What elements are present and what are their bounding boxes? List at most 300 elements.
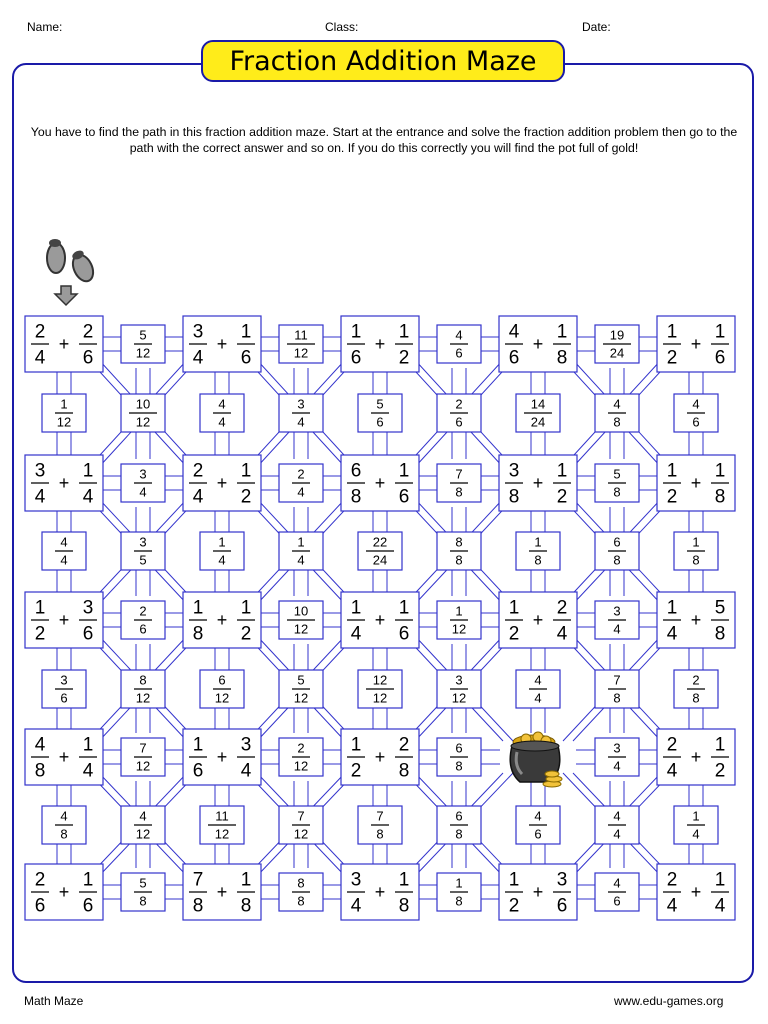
answer-cell [200,670,244,708]
addend-a-denominator: 4 [350,623,362,645]
addend-b-numerator: 1 [240,321,252,343]
answer-cell [200,394,244,432]
addend-a-numerator: 3 [192,321,204,343]
answer-denominator: 12 [293,758,309,774]
answer-denominator: 6 [534,826,542,842]
answer-numerator: 7 [455,466,463,482]
answer-cell [437,532,481,570]
addend-b-numerator: 3 [240,734,252,756]
answer-numerator: 11 [215,808,229,824]
problem-cell [657,316,735,372]
addend-a-numerator: 1 [192,597,204,619]
answer-numerator: 6 [218,672,226,688]
answer-numerator: 4 [60,534,68,550]
answer-numerator: 5 [376,396,384,412]
answer-numerator: 2 [692,672,700,688]
answer-numerator: 1 [692,808,700,824]
answer-denominator: 4 [218,414,226,430]
answer-cell [595,601,639,639]
answer-numerator: 5 [139,875,147,891]
addend-a-numerator: 1 [508,597,520,619]
answer-numerator: 7 [297,808,305,824]
addend-b-denominator: 6 [82,347,94,369]
addend-a-denominator: 4 [192,486,204,508]
answer-cell [674,532,718,570]
plus-sign: + [532,473,544,493]
answer-numerator: 4 [534,808,542,824]
addend-a-denominator: 6 [350,347,362,369]
answer-numerator: 10 [135,396,151,412]
answer-cell [121,532,165,570]
answer-denominator: 4 [297,414,305,430]
answer-denominator: 8 [455,826,463,842]
answer-cell [200,806,244,844]
answer-cell [358,670,402,708]
answer-numerator: 4 [60,808,68,824]
addend-a-denominator: 2 [508,895,520,917]
addend-a-numerator: 2 [666,869,678,891]
down-arrow-icon [55,286,77,305]
answer-numerator: 2 [297,466,305,482]
answer-denominator: 4 [692,826,700,842]
addend-b-denominator: 2 [714,760,726,782]
addend-a-numerator: 3 [350,869,362,891]
addend-b-numerator: 2 [556,597,568,619]
answer-numerator: 2 [297,740,305,756]
problem-cell [25,592,103,648]
answer-cell [437,601,481,639]
answer-numerator: 1 [455,603,463,619]
answer-denominator: 12 [451,690,467,706]
addend-b-numerator: 1 [398,460,410,482]
addend-a-numerator: 2 [192,460,204,482]
addend-a-denominator: 2 [34,623,46,645]
answer-denominator: 6 [60,690,68,706]
answer-numerator: 19 [609,327,625,343]
maze-cells [25,316,735,920]
addend-a-numerator: 1 [666,321,678,343]
answer-cell [42,394,86,432]
answer-cell [437,738,481,776]
addend-a-denominator: 8 [508,486,520,508]
addend-b-numerator: 1 [240,869,252,891]
addend-a-numerator: 1 [508,869,520,891]
problem-cell [657,864,735,920]
answer-denominator: 4 [60,552,68,568]
answer-numerator: 4 [613,808,621,824]
addend-a-denominator: 2 [666,347,678,369]
addend-b-denominator: 2 [398,347,410,369]
answer-numerator: 3 [139,534,147,550]
addend-b-numerator: 1 [82,869,94,891]
addend-b-numerator: 1 [556,460,568,482]
addend-a-numerator: 2 [34,869,46,891]
answer-numerator: 1 [455,875,463,891]
answer-cell [121,325,165,363]
addend-b-numerator: 1 [714,321,726,343]
answer-denominator: 8 [297,893,305,909]
answer-numerator: 1 [218,534,226,550]
instructions: You have to find the path in this fraction addition maze. Start at the entrance and solve the fraction addition problem then go to the path with the correct answer and so on. If you do this correctly you will find the pot full of gold! [30,125,738,155]
answer-numerator: 1 [534,534,542,550]
answer-numerator: 4 [218,396,226,412]
plus-sign: + [690,882,702,902]
answer-denominator: 6 [455,414,463,430]
addend-b-numerator: 2 [398,734,410,756]
addend-a-denominator: 4 [34,486,46,508]
answer-denominator: 8 [455,484,463,500]
addend-a-numerator: 1 [350,734,362,756]
addend-b-denominator: 6 [82,895,94,917]
addend-b-numerator: 1 [82,460,94,482]
answer-cell [516,670,560,708]
addend-b-denominator: 6 [82,623,94,645]
problem-cell [183,864,261,920]
answer-cell [437,325,481,363]
plus-sign: + [690,747,702,767]
addend-a-numerator: 4 [34,734,46,756]
date-label: Date: [582,20,611,34]
addend-a-numerator: 1 [34,597,46,619]
answer-cell [42,670,86,708]
answer-denominator: 24 [372,552,388,568]
addend-b-denominator: 6 [398,486,410,508]
answer-numerator: 5 [297,672,305,688]
answer-cell [279,464,323,502]
answer-cell [42,806,86,844]
answer-cell [437,464,481,502]
answer-numerator: 4 [455,327,463,343]
addend-a-denominator: 4 [34,347,46,369]
answer-denominator: 8 [455,552,463,568]
addend-a-denominator: 4 [666,623,678,645]
answer-denominator: 24 [530,414,546,430]
addend-b-denominator: 6 [714,347,726,369]
answer-cell [595,532,639,570]
answer-cell [121,601,165,639]
answer-cell [595,394,639,432]
addend-b-numerator: 1 [240,597,252,619]
page-title: Fraction Addition Maze [201,40,565,82]
problem-cell [499,864,577,920]
addend-a-numerator: 1 [192,734,204,756]
answer-cell [279,532,323,570]
addend-a-numerator: 3 [508,460,520,482]
answer-cell [42,532,86,570]
answer-cell [595,464,639,502]
answer-denominator: 12 [451,621,467,637]
plus-sign: + [374,747,386,767]
answer-denominator: 8 [692,690,700,706]
answer-numerator: 3 [455,672,463,688]
plus-sign: + [690,334,702,354]
addend-a-numerator: 6 [350,460,362,482]
footer-right: www.edu-games.org [614,994,724,1008]
addend-a-denominator: 4 [192,347,204,369]
answer-denominator: 8 [60,826,68,842]
plus-sign: + [216,473,228,493]
answer-denominator: 24 [609,345,625,361]
addend-b-numerator: 1 [714,869,726,891]
answer-denominator: 6 [613,893,621,909]
problem-cell [341,864,419,920]
answer-cell [121,738,165,776]
answer-cell [595,738,639,776]
answer-cell [279,806,323,844]
addend-b-numerator: 1 [556,321,568,343]
answer-cell [516,532,560,570]
answer-cell [279,670,323,708]
addend-a-denominator: 8 [350,486,362,508]
addend-b-denominator: 6 [556,895,568,917]
addend-a-denominator: 4 [350,895,362,917]
addend-a-numerator: 2 [34,321,46,343]
problem-cell [183,592,261,648]
answer-denominator: 12 [135,826,151,842]
addend-b-denominator: 2 [556,486,568,508]
answer-cell [121,464,165,502]
answer-denominator: 8 [613,484,621,500]
footer-left: Math Maze [24,994,84,1008]
plus-sign: + [374,473,386,493]
problem-cell [499,316,577,372]
addend-b-denominator: 4 [714,895,726,917]
answer-denominator: 8 [613,552,621,568]
answer-numerator: 10 [293,603,309,619]
plus-sign: + [58,747,70,767]
answer-cell [279,601,323,639]
answer-numerator: 22 [372,534,388,550]
answer-denominator: 12 [293,621,309,637]
addend-a-denominator: 4 [666,760,678,782]
pot-of-gold-icon [510,732,562,787]
addend-a-denominator: 6 [34,895,46,917]
addend-b-denominator: 8 [714,623,726,645]
answer-denominator: 12 [293,345,309,361]
answer-cell [121,670,165,708]
addend-a-numerator: 1 [350,321,362,343]
addend-a-denominator: 2 [666,486,678,508]
addend-a-denominator: 6 [192,760,204,782]
problem-cell [657,729,735,785]
answer-denominator: 4 [613,826,621,842]
answer-numerator: 8 [297,875,305,891]
addend-a-denominator: 4 [666,895,678,917]
addend-b-numerator: 1 [398,597,410,619]
answer-denominator: 8 [376,826,384,842]
answer-numerator: 4 [692,396,700,412]
problem-cell [499,592,577,648]
name-label: Name: [27,20,63,34]
answer-numerator: 3 [297,396,305,412]
addend-b-numerator: 5 [714,597,726,619]
problem-cell [657,455,735,511]
plus-sign: + [374,334,386,354]
addend-b-denominator: 4 [240,760,252,782]
addend-b-numerator: 3 [82,597,94,619]
answer-numerator: 2 [455,396,463,412]
answer-numerator: 3 [60,672,68,688]
addend-a-numerator: 1 [350,597,362,619]
plus-sign: + [690,610,702,630]
answer-denominator: 4 [613,621,621,637]
addend-b-numerator: 1 [714,460,726,482]
plus-sign: + [690,473,702,493]
answer-numerator: 5 [139,327,147,343]
answer-cell [437,873,481,911]
plus-sign: + [58,334,70,354]
answer-denominator: 12 [135,758,151,774]
addend-a-denominator: 8 [34,760,46,782]
addend-b-numerator: 1 [714,734,726,756]
problem-cell [25,864,103,920]
answer-cell [279,325,323,363]
plus-sign: + [216,747,228,767]
answer-numerator: 8 [139,672,147,688]
plus-sign: + [58,473,70,493]
answer-cell [516,806,560,844]
answer-denominator: 8 [455,758,463,774]
answer-numerator: 7 [613,672,621,688]
answer-denominator: 4 [297,552,305,568]
plus-sign: + [216,610,228,630]
addend-b-denominator: 4 [556,623,568,645]
addend-b-numerator: 3 [556,869,568,891]
plus-sign: + [532,610,544,630]
answer-cell [595,325,639,363]
problem-cell [341,592,419,648]
answer-cell [595,873,639,911]
answer-numerator: 6 [613,534,621,550]
answer-cell [279,394,323,432]
problem-cell [183,316,261,372]
answer-denominator: 8 [139,893,147,909]
plus-sign: + [216,882,228,902]
addend-a-numerator: 2 [666,734,678,756]
answer-denominator: 12 [372,690,388,706]
answer-cell [674,806,718,844]
problem-cell [341,316,419,372]
answer-numerator: 3 [613,603,621,619]
plus-sign: + [374,610,386,630]
answer-numerator: 12 [372,672,388,688]
answer-denominator: 8 [613,690,621,706]
answer-numerator: 11 [294,327,308,343]
answer-denominator: 12 [56,414,72,430]
answer-cell [437,670,481,708]
answer-cell [437,806,481,844]
plus-sign: + [216,334,228,354]
plus-sign: + [374,882,386,902]
addend-b-numerator: 1 [240,460,252,482]
answer-numerator: 1 [692,534,700,550]
addend-a-denominator: 8 [192,623,204,645]
answer-denominator: 8 [534,552,542,568]
answer-numerator: 1 [297,534,305,550]
answer-denominator: 6 [376,414,384,430]
answer-denominator: 6 [455,345,463,361]
answer-numerator: 4 [613,396,621,412]
answer-denominator: 12 [293,690,309,706]
answer-numerator: 6 [455,740,463,756]
problem-cell [341,455,419,511]
plus-sign: + [58,882,70,902]
answer-numerator: 6 [455,808,463,824]
answer-numerator: 4 [534,672,542,688]
problem-cell [25,455,103,511]
answer-cell [595,806,639,844]
answer-denominator: 4 [613,758,621,774]
addend-b-denominator: 8 [714,486,726,508]
answer-cell [674,670,718,708]
answer-cell [279,873,323,911]
problem-cell [25,316,103,372]
problem-cell [657,592,735,648]
addend-a-denominator: 6 [508,347,520,369]
class-label: Class: [325,20,359,34]
answer-denominator: 4 [534,690,542,706]
addend-a-denominator: 2 [350,760,362,782]
addend-a-numerator: 1 [666,597,678,619]
answer-denominator: 6 [692,414,700,430]
addend-b-denominator: 2 [240,486,252,508]
answer-numerator: 3 [139,466,147,482]
answer-cell [674,394,718,432]
problem-cell [183,729,261,785]
addend-b-denominator: 8 [398,895,410,917]
addend-a-denominator: 8 [192,895,204,917]
answer-denominator: 8 [455,893,463,909]
addend-a-numerator: 3 [34,460,46,482]
problem-cell [499,455,577,511]
addend-b-denominator: 4 [82,760,94,782]
addend-a-numerator: 4 [508,321,520,343]
answer-denominator: 8 [613,414,621,430]
answer-cell [121,394,165,432]
answer-denominator: 5 [139,552,147,568]
answer-numerator: 7 [376,808,384,824]
plus-sign: + [532,882,544,902]
problem-cell [25,729,103,785]
answer-cell [358,532,402,570]
addend-b-denominator: 6 [398,623,410,645]
addend-b-numerator: 1 [82,734,94,756]
answer-numerator: 1 [60,396,68,412]
answer-denominator: 12 [214,690,230,706]
answer-denominator: 4 [218,552,226,568]
addend-b-numerator: 1 [398,321,410,343]
answer-denominator: 12 [135,345,151,361]
answer-numerator: 8 [455,534,463,550]
plus-sign: + [58,610,70,630]
addend-a-numerator: 7 [192,869,204,891]
answer-numerator: 5 [613,466,621,482]
footprints-icon [47,239,97,284]
addend-b-denominator: 8 [556,347,568,369]
answer-cell [437,394,481,432]
answer-denominator: 6 [139,621,147,637]
answer-denominator: 12 [135,414,151,430]
answer-numerator: 14 [530,396,546,412]
answer-numerator: 4 [613,875,621,891]
addend-b-denominator: 2 [240,623,252,645]
answer-denominator: 4 [297,484,305,500]
answer-numerator: 7 [139,740,147,756]
addend-a-denominator: 2 [508,623,520,645]
answer-cell [279,738,323,776]
answer-denominator: 8 [692,552,700,568]
answer-cell [595,670,639,708]
